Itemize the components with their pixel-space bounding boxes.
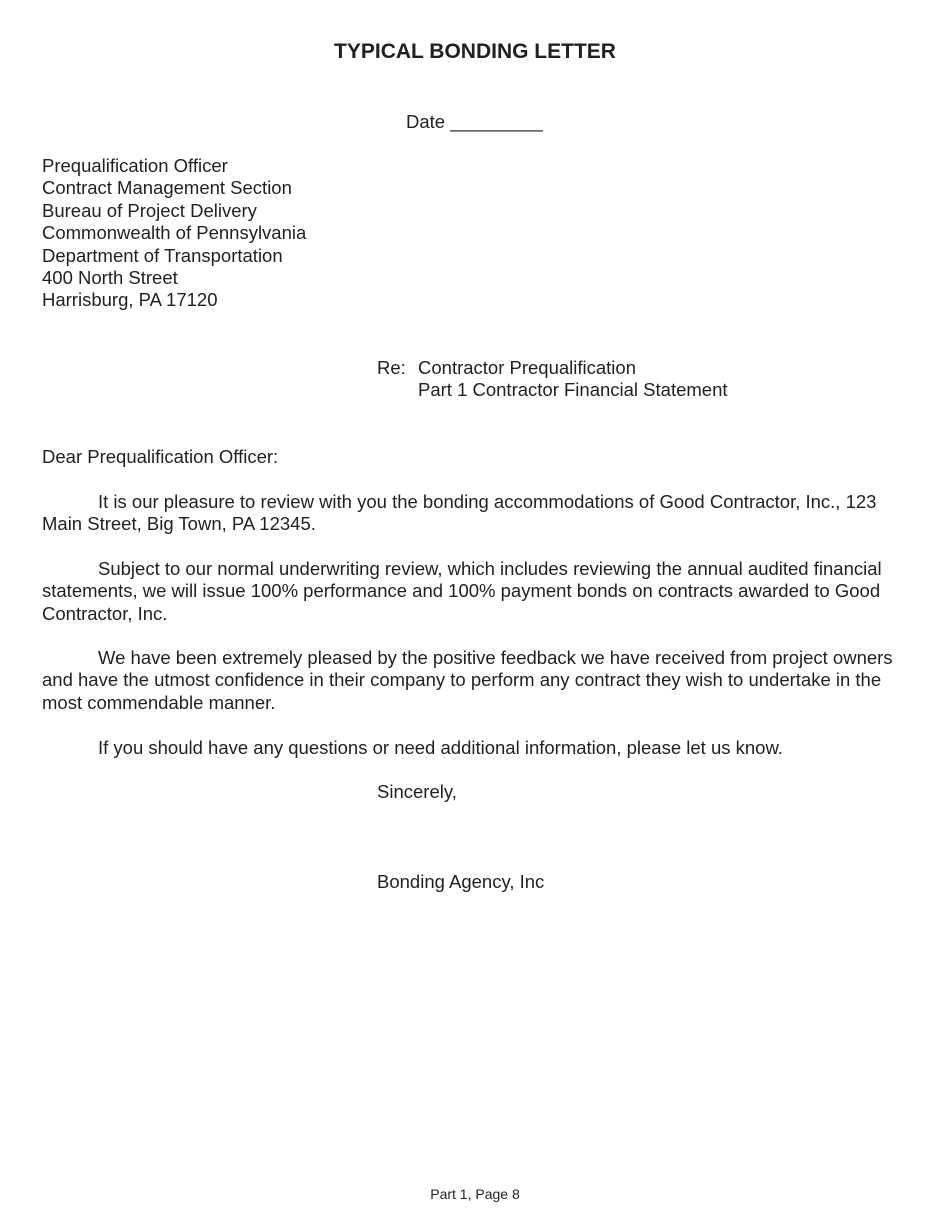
subject-reference bbox=[377, 357, 728, 402]
re-indent bbox=[377, 379, 418, 401]
page-footer: Part 1, Page 8 bbox=[430, 1186, 520, 1202]
address-line: Prequalification Officer bbox=[42, 155, 228, 176]
signature-block: Bonding Agency, Inc bbox=[377, 871, 545, 892]
re-line-2: Part 1 Contractor Financial Statement bbox=[418, 379, 728, 401]
re-line-1: Contractor Prequalification bbox=[418, 357, 636, 378]
address-line: 400 North Street bbox=[42, 267, 178, 289]
salutation: Dear Prequalification Officer: bbox=[42, 446, 279, 467]
date-line: Date _________ bbox=[406, 111, 543, 132]
address-line: Contract Management Section bbox=[42, 177, 292, 199]
address-line: Department of Transportation bbox=[42, 244, 283, 266]
recipient-address bbox=[42, 155, 306, 312]
body-paragraph-2: Subject to our normal underwriting review, which includes reviewing the annual audited financial statements, we will issue 100% performance and 100% payment bonds on contracts awarded to Good Contractor, Inc. bbox=[42, 558, 882, 624]
body-paragraph-4: If you should have any questions or need additional information, please let us know. bbox=[98, 737, 783, 758]
closing: Sincerely, bbox=[377, 781, 457, 802]
address-line: Harrisburg, PA 17120 bbox=[42, 289, 218, 311]
re-label: Re: bbox=[377, 357, 406, 378]
body-paragraph-3: We have been extremely pleased by the positive feedback we have received from project owners and have the utmost confidence in their company to perform any contract they wish to undertake in the most commendable manner. bbox=[42, 647, 893, 713]
body-paragraph-1: It is our pleasure to review with you the bonding accommodations of Good Contractor, Inc., 123 Main Street, Big Town, PA 12345. bbox=[42, 491, 877, 535]
letter-title: TYPICAL BONDING LETTER bbox=[334, 40, 616, 63]
address-line: Commonwealth of Pennsylvania bbox=[42, 222, 307, 244]
address-line: Bureau of Project Delivery bbox=[42, 199, 257, 221]
